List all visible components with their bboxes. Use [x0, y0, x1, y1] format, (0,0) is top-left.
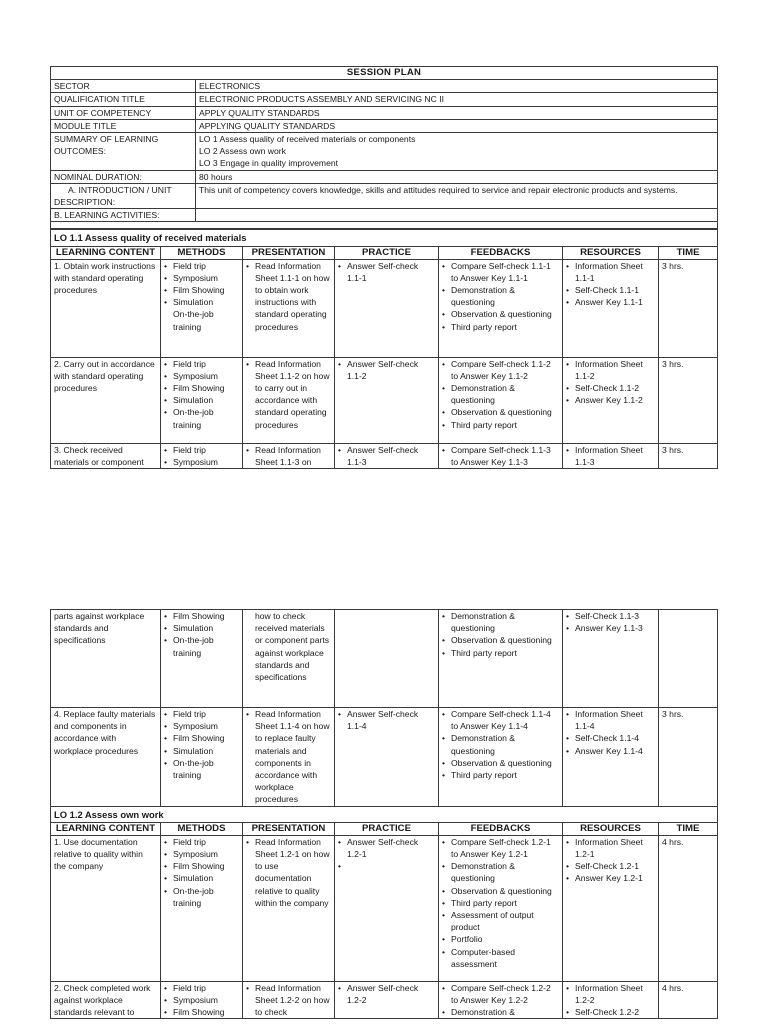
time-cell: 3 hrs. — [659, 443, 718, 468]
list-item: • Compare Self-check 1.2-1 to Answer Key 1.2-1 — [442, 836, 559, 860]
presentation-text: how to check received materials or component parts against workplace standards and specifications — [255, 611, 330, 683]
list-item: • Demonstration & questioning — [442, 860, 559, 884]
header-value: APPLY QUALITY STANDARDS — [196, 106, 718, 119]
list-item: • Answer Key 1.1-2 — [566, 394, 655, 406]
practice-cell — [335, 357, 439, 443]
table-row — [51, 708, 718, 807]
header-value: ELECTRONIC PRODUCTS ASSEMBLY AND SERVICING NC II — [196, 93, 718, 106]
methods-cell — [161, 357, 243, 443]
list-item: • Film Showing — [164, 1006, 239, 1018]
list-item: • Simulation — [164, 296, 239, 308]
summary-line: LO 3 Engage in quality improvement — [199, 158, 339, 169]
spacer-row — [51, 222, 718, 229]
list-item: • Information Sheet 1.1-4 — [566, 708, 655, 732]
list-item: • On-the-job training — [164, 634, 239, 658]
list-item: • Compare Self-check 1.1-2 to Answer Key 1.1-2 — [442, 358, 559, 382]
list-item: • Field trip — [164, 444, 239, 456]
list-item: • Symposium — [164, 848, 239, 860]
nominal-label: NOMINAL DURATION: — [51, 170, 196, 183]
practice-cell — [335, 981, 439, 1019]
presentation-cell — [243, 443, 335, 468]
summary-label-line: SUMMARY OF LEARNING — [54, 134, 159, 145]
lo2-title: LO 1.2 Assess own work — [51, 806, 718, 822]
list-item: • Compare Self-check 1.2-2 to Answer Key 1.2-2 — [442, 982, 559, 1006]
col-feedbacks: FEEDBACKS — [439, 822, 563, 835]
list-item: • Demonstration & questioning — [442, 610, 559, 634]
feedbacks-cell — [439, 443, 563, 468]
time-cell: 3 hrs. — [659, 259, 718, 357]
table-row — [51, 259, 718, 357]
list-item: • Read Information Sheet 1.1-1 on how to obtain work instructions with standard operating procedures — [246, 260, 331, 333]
list-item: • Simulation — [164, 872, 239, 884]
session-plan-page-2 — [50, 609, 717, 1019]
practice-cell — [335, 708, 439, 807]
list-item: • On-the-job training — [164, 885, 239, 909]
list-item: • Symposium — [164, 994, 239, 1006]
col-learning-content: LEARNING CONTENT — [51, 246, 161, 259]
list-item: • Simulation — [164, 622, 239, 634]
list-item: • Answer Self-check 1.1-4 — [338, 708, 435, 732]
table-row — [51, 357, 718, 443]
learning-content-cell: 1. Use documentation relative to quality within the company — [51, 835, 161, 981]
learning-content-cell: 2. Check completed work against workplace standards relevant to — [51, 981, 161, 1019]
col-time: TIME — [659, 246, 718, 259]
list-item: • Symposium — [164, 272, 239, 284]
col-resources: RESOURCES — [563, 822, 659, 835]
list-item: • Film Showing — [164, 284, 239, 296]
list-item: • Observation & questioning — [442, 406, 559, 418]
list-item: • Film Showing — [164, 382, 239, 394]
learning-content-cell: 2. Carry out in accordance with standard operating procedures — [51, 357, 161, 443]
learning-content-cell: parts against workplace standards and specifications — [51, 610, 161, 708]
list-item: • Read Information Sheet 1.1-3 on — [246, 444, 331, 468]
column-header-row — [51, 822, 718, 835]
header-row-intro — [51, 183, 718, 208]
summary-line: LO 2 Assess own work — [199, 146, 286, 157]
intro-value: This unit of competency covers knowledge, skills and attitudes required to service and repair electronic products and systems. — [196, 183, 718, 208]
time-cell: 3 hrs. — [659, 708, 718, 807]
lo1-activity-table — [50, 229, 718, 469]
list-item: • Demonstration & questioning — [442, 284, 559, 308]
list-item: • Field trip — [164, 836, 239, 848]
header-value: APPLYING QUALITY STANDARDS — [196, 119, 718, 132]
list-item: • Film Showing — [164, 610, 239, 622]
list-item: • Compare Self-check 1.1-1 to Answer Key 1.1-1 — [442, 260, 559, 284]
table-row — [51, 610, 718, 708]
list-item: • Computer-based assessment — [442, 946, 559, 970]
resources-cell — [563, 443, 659, 468]
intro-label-line: DESCRIPTION: — [54, 197, 116, 208]
list-item: • Simulation — [164, 394, 239, 406]
list-item: • On-the-job training — [164, 757, 239, 781]
header-label: SECTOR — [51, 80, 196, 93]
resources-cell — [563, 259, 659, 357]
methods-cell — [161, 443, 243, 468]
feedbacks-cell — [439, 357, 563, 443]
list-item: • Portfolio — [442, 933, 559, 945]
list-item: • Self-Check 1.1-4 — [566, 732, 655, 744]
col-time: TIME — [659, 822, 718, 835]
list-item: • Information Sheet 1.2-1 — [566, 836, 655, 860]
learning-content-cell: 4. Replace faulty materials and components in accordance with workplace procedures — [51, 708, 161, 807]
presentation-cell — [243, 708, 335, 807]
list-item: • Film Showing — [164, 732, 239, 744]
col-presentation: PRESENTATION — [243, 246, 335, 259]
list-item: • Read Information Sheet 1.2-1 on how to use documentation relative to quality within the company — [246, 836, 331, 909]
list-item: • Third party report — [442, 321, 559, 333]
presentation-cell — [243, 357, 335, 443]
list-item: On-the-job training — [173, 309, 214, 332]
list-item: • Self-Check 1.2-1 — [566, 860, 655, 872]
list-item: • On-the-job training — [164, 406, 239, 430]
col-learning-content: LEARNING CONTENT — [51, 822, 161, 835]
list-item: • Field trip — [164, 260, 239, 272]
list-item: • Self-Check 1.2-2 — [566, 1006, 655, 1018]
list-item: • Answer Key 1.1-1 — [566, 296, 655, 308]
header-value: ELECTRONICS — [196, 80, 718, 93]
list-item: • Answer Self-check 1.2-1 — [338, 836, 435, 860]
list-item: • Answer Self-check 1.2-2 — [338, 982, 435, 1006]
list-item: • Field trip — [164, 982, 239, 994]
header-label: UNIT OF COMPETENCY — [51, 106, 196, 119]
session-plan-header-table — [50, 66, 718, 229]
col-practice: PRACTICE — [335, 246, 439, 259]
list-item: • Assessment of output product — [442, 909, 559, 933]
list-item: • Information Sheet 1.1-2 — [566, 358, 655, 382]
list-item: • Answer Key 1.1-3 — [566, 622, 655, 634]
methods-cell — [161, 708, 243, 807]
list-item: • Symposium — [164, 370, 239, 382]
summary-value — [196, 133, 718, 171]
header-row-sector — [51, 80, 718, 93]
list-item: • Observation & questioning — [442, 885, 559, 897]
header-row-qualification — [51, 93, 718, 106]
table-row — [51, 981, 718, 1019]
header-row-module — [51, 119, 718, 132]
resources-cell — [563, 708, 659, 807]
list-item: • Answer Self-check 1.1-1 — [338, 260, 435, 284]
list-item: • Third party report — [442, 647, 559, 659]
feedbacks-cell — [439, 981, 563, 1019]
page-title: SESSION PLAN — [51, 67, 718, 80]
header-row-activities — [51, 209, 718, 222]
header-row-nominal — [51, 170, 718, 183]
presentation-cell — [243, 835, 335, 981]
list-item: • Answer Self-check 1.1-3 — [338, 444, 435, 468]
header-row-unit — [51, 106, 718, 119]
list-item: • Self-Check 1.1-2 — [566, 382, 655, 394]
feedbacks-cell — [439, 610, 563, 708]
header-label: MODULE TITLE — [51, 119, 196, 132]
resources-cell — [563, 835, 659, 981]
time-cell — [659, 610, 718, 708]
list-item: • Answer Self-check 1.1-2 — [338, 358, 435, 382]
list-item: • Information Sheet 1.1-1 — [566, 260, 655, 284]
list-item: • Answer Key 1.1-4 — [566, 745, 655, 757]
col-methods: METHODS — [161, 822, 243, 835]
practice-cell — [335, 610, 439, 708]
list-item: • Compare Self-check 1.1-4 to Answer Key 1.1-4 — [442, 708, 559, 732]
col-feedbacks: FEEDBACKS — [439, 246, 563, 259]
session-plan-page-1 — [50, 66, 717, 469]
header-label: QUALIFICATION TITLE — [51, 93, 196, 106]
practice-cell — [335, 835, 439, 981]
feedbacks-cell — [439, 259, 563, 357]
presentation-cell — [243, 981, 335, 1019]
resources-cell — [563, 610, 659, 708]
list-item: • Third party report — [442, 769, 559, 781]
table-row — [51, 835, 718, 981]
list-item: • Field trip — [164, 358, 239, 370]
list-item: • Demonstration & questioning — [442, 732, 559, 756]
methods-cell — [161, 835, 243, 981]
activities-value — [196, 209, 718, 222]
list-item: • Self-Check 1.1-1 — [566, 284, 655, 296]
methods-cell — [161, 259, 243, 357]
intro-label-line: A. INTRODUCTION / UNIT — [68, 184, 172, 195]
list-item: • Field trip — [164, 708, 239, 720]
col-presentation: PRESENTATION — [243, 822, 335, 835]
practice-cell — [335, 443, 439, 468]
list-item: • Compare Self-check 1.1-3 to Answer Key 1.1-3 — [442, 444, 559, 468]
list-item: • Demonstration & — [442, 1006, 559, 1018]
list-item: • Symposium — [164, 456, 239, 468]
list-item: • Third party report — [442, 419, 559, 431]
list-item: • Observation & questioning — [442, 634, 559, 646]
header-row-summary — [51, 133, 718, 171]
activities-label: B. LEARNING ACTIVITIES: — [51, 209, 196, 222]
lo1-title: LO 1.1 Assess quality of received materials — [51, 230, 718, 246]
list-item: • Information Sheet 1.2-2 — [566, 982, 655, 1006]
list-item: • Read Information Sheet 1.1-4 on how to replace faulty materials and components in accordance with workplace procedures — [246, 708, 331, 806]
summary-label-line: OUTCOMES: — [54, 146, 107, 157]
table-row — [51, 443, 718, 468]
list-item: • Simulation — [164, 745, 239, 757]
methods-cell — [161, 610, 243, 708]
time-cell: 3 hrs. — [659, 357, 718, 443]
time-cell: 4 hrs. — [659, 981, 718, 1019]
column-header-row — [51, 246, 718, 259]
methods-cell — [161, 981, 243, 1019]
list-item: • Symposium — [164, 720, 239, 732]
feedbacks-cell — [439, 835, 563, 981]
resources-cell — [563, 981, 659, 1019]
list-item: • Third party report — [442, 897, 559, 909]
summary-label — [51, 133, 196, 171]
list-item: • Demonstration & questioning — [442, 382, 559, 406]
continued-activity-table — [50, 609, 718, 1019]
list-item: • Observation & questioning — [442, 757, 559, 769]
nominal-value: 80 hours — [196, 170, 718, 183]
feedbacks-cell — [439, 708, 563, 807]
col-resources: RESOURCES — [563, 246, 659, 259]
intro-label — [51, 183, 196, 208]
summary-line: LO 1 Assess quality of received materials or components — [199, 134, 416, 145]
list-item: • Read Information Sheet 1.2-2 on how to check — [246, 982, 331, 1019]
col-methods: METHODS — [161, 246, 243, 259]
resources-cell — [563, 357, 659, 443]
presentation-cell — [243, 259, 335, 357]
time-cell: 4 hrs. — [659, 835, 718, 981]
list-item: • Information Sheet 1.1-3 — [566, 444, 655, 468]
learning-content-cell: 3. Check received materials or component — [51, 443, 161, 468]
presentation-cell — [243, 610, 335, 708]
list-item: • Film Showing — [164, 860, 239, 872]
learning-content-cell: 1. Obtain work instructions with standard operating procedures — [51, 259, 161, 357]
list-item: • Answer Key 1.2-1 — [566, 872, 655, 884]
col-practice: PRACTICE — [335, 822, 439, 835]
list-item: • Read Information Sheet 1.1-2 on how to carry out in accordance with standard operating procedures — [246, 358, 331, 431]
list-item: • Observation & questioning — [442, 308, 559, 320]
practice-cell — [335, 259, 439, 357]
list-item: • Self-Check 1.1-3 — [566, 610, 655, 622]
